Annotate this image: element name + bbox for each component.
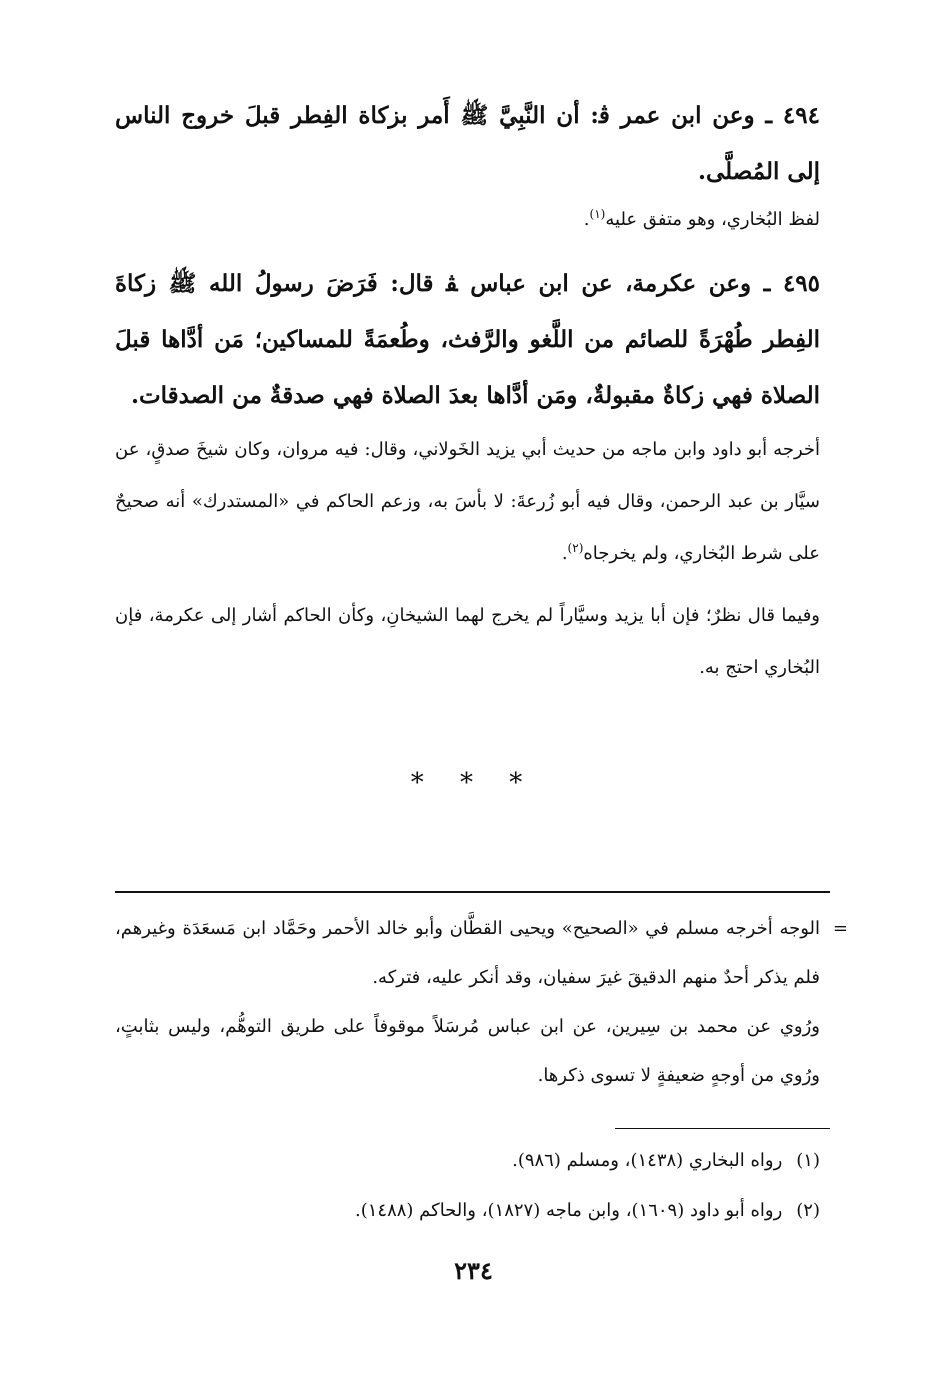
continued-note [115,904,848,1100]
hadith-495-number: ٤٩٥ [782,270,820,297]
footnote-number: (٢) [796,1200,820,1221]
continued-note-paragraph-2: ورُوي عن محمد بن سِيرين، عن ابن عباس مُرسَلاً موقوفاً على طريق التوهُّم، وليس بثابتٍ، ورُوي من أوجهٍ ضعيفةٍ لا تسوى ذكرها. [115,1016,820,1086]
comment-495-p1-text: أخرجه أبو داود وابن ماجه من حديث أبي يزيد الخَولاني، وقال: فيه مروان، وكان شيخَ صدقٍ، عن سيَّار بن عبد الرحمن، وقال فيه أبو زُرعةَ: لا بأسَ به، وزعم الحاكم في «المستدرك» أنه صحيحٌ على شرط البُخاري، ولم يخرجاه [115,439,820,564]
comment-495-p1-end: . [561,543,568,564]
footnote-number: (١) [796,1150,820,1171]
hadith-494 [115,88,820,200]
comment-495 [115,424,820,694]
comment-494-end: . [583,209,590,230]
hadith-494-number: ٤٩٤ [782,102,820,129]
hadith-495 [115,256,820,424]
footnote-divider [115,891,830,893]
footnote-item [115,1186,820,1236]
hadith-495-paragraph [115,256,820,424]
comment-495-paragraph-1 [115,424,820,580]
footnotes [115,1136,820,1236]
footnote-ref-2: (٢) [567,541,584,555]
comment-494-paragraph [115,194,820,246]
hadith-495-text: ـ وعن عكرمة، عن ابن عباس ﭭ قال: فَرَضَ رسولُ الله ﷺ زكاةَ الفِطر طُهْرَةً للصائم من اللَّغو والرَّفث، وطُعمَةً للمساكين؛ مَن أدَّاها قبلَ الصلاة فهي زكاةٌ مقبولةٌ، ومَن أدَّاها بعدَ الصلاة فهي صدقةٌ من الصدقات. [115,270,820,409]
footnote-text: رواه أبو داود (١٦٠٩)، وابن ماجه (١٨٢٧)، والحاكم (١٤٨٨). [354,1200,783,1221]
continued-note-paragraph-1: الوجه أخرجه مسلم في «الصحيح» ويحيى القطَّان وأبو خالد الأحمر وحَمَّاد ابن مَسعَدَة وغيرهم، فلم يذكر أحدٌ منهم الدقيقَ غيرَ سفيان، وقد أنكر عليه، فتركه. [115,918,820,988]
comment-494 [115,194,820,246]
footnote-item [115,1136,820,1186]
hadith-494-paragraph [115,88,820,200]
footnote-short-divider [615,1128,830,1129]
comment-494-text: لفظ البُخاري، وهو متفق عليه [605,209,820,230]
comment-495-paragraph-2: وفيما قال نظرٌ؛ فإن أبا يزيد وسيَّاراً لم يخرج لهما الشيخانِ، وكأن الحاكم أشار إلى عكرمة، فإن البُخاري احتج به. [115,605,820,678]
continuation-marker: = [832,918,848,939]
footnote-text: رواه البخاري (١٤٣٨)، ومسلم (٩٨٦). [512,1150,783,1171]
page-number: ٢٣٤ [454,1256,493,1285]
section-separator: * * * [410,768,537,798]
hadith-494-text: ـ وعن ابن عمر ﭬ: أن النَّبِيَّ ﷺ أَمر بزكاة الفِطر قبلَ خروج الناس إلى المُصلَّى. [115,102,820,185]
footnote-ref-1: (١) [589,207,606,221]
